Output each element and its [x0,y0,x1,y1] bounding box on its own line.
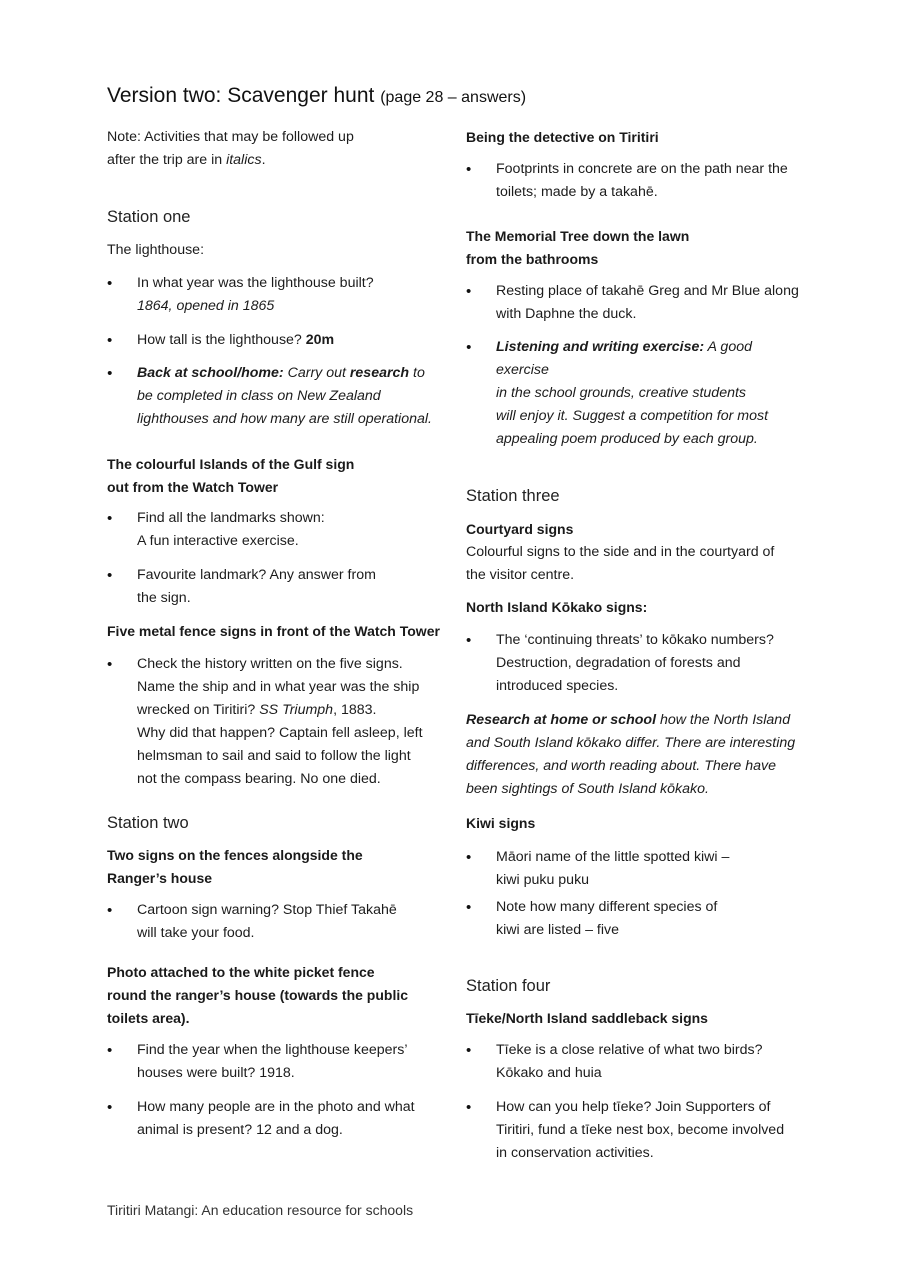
lead: Research at home or school [466,712,657,728]
text: appealing poem produced by each group. [496,431,758,447]
text: The ‘continuing threats’ to kōkako numbers? [496,632,774,648]
text: Māori name of the little spotted kiwi – [496,849,730,865]
list-item [466,896,806,942]
text: Kōkako and huia [496,1065,602,1081]
text: be completed in class on New Zealand [137,388,381,404]
ranger-list [107,899,447,945]
kiwi-heading: Kiwi signs [466,815,536,831]
heading-line: Photo attached to the white picket fence [107,964,375,980]
text: Find all the landmarks shown: [137,510,325,526]
text: Cartoon sign warning? Stop Thief Takahē [137,902,397,918]
photo-heading [107,961,447,1030]
lead: Back at school/home: [137,365,284,381]
list-item [466,629,806,698]
text: to [409,365,425,381]
text: will take your food. [137,925,255,941]
text: How can you help tīeke? Join Supporters of [496,1099,771,1115]
list-item [466,280,806,326]
list-item [107,362,447,431]
kokako-heading: North Island Kōkako signs: [466,599,648,615]
text: Why did that happen? Captain fell asleep, left [137,725,423,741]
list-item [466,846,806,892]
list-item [107,329,447,352]
text: in conservation activities. [496,1145,654,1161]
text: kiwi puku puku [496,872,590,888]
list-item [107,507,447,553]
text: not the compass bearing. No one died. [137,771,381,787]
text: Tiritiri, fund a tīeke nest box, become involved [496,1122,785,1138]
kiwi-list [466,846,806,942]
heading-line: from the bathrooms [466,251,599,267]
courtyard-heading: Courtyard signs [466,521,574,537]
detective-list [466,158,806,204]
text: will enjoy it. Suggest a competition for most [496,408,769,424]
list-item [107,1096,447,1142]
lighthouse-label: The lighthouse: [107,242,205,258]
photo-list [107,1039,447,1142]
text: Colourful signs to the side and in the courtyard of [466,544,775,560]
text: Check the history written on the five signs. [137,656,403,672]
page-footer: Tiritiri Matangi: An education resource for schools [107,1202,414,1218]
list-item [107,272,447,318]
gulf-sign-heading [107,453,447,499]
heading-line: Two signs on the fences alongside the [107,847,363,863]
page-title [107,82,526,112]
note-end: . [261,152,266,168]
heading-line: The colourful Islands of the Gulf sign [107,456,355,472]
list-item [107,564,447,610]
text: Note how many different species of [496,899,718,915]
text: and South Island kōkako differ. There are interesting [466,735,796,751]
text: Carry out [283,365,350,381]
text: Name the ship and in what year was the ship [137,679,420,695]
ship-name: SS Triumph [259,702,334,718]
lighthouse-list [107,272,447,431]
text: introduced species. [496,678,619,694]
note-line-1: Note: Activities that may be followed up [107,129,354,145]
note-line-2: after the trip are in [107,152,227,168]
text: Destruction, degradation of forests and [496,655,741,671]
text: Find the year when the lighthouse keepers’ [137,1042,408,1058]
station-one-heading: Station one [107,208,191,226]
text: Resting place of takahē Greg and Mr Blue along [496,283,799,299]
heading-line: The Memorial Tree down the lawn [466,228,690,244]
text: Favourite landmark? Any answer from [137,567,376,583]
tieke-list [466,1039,806,1165]
heading-line: Ranger’s house [107,870,213,886]
lead: Listening and writing exercise: [496,339,705,355]
right-column [466,126,806,1165]
text: with Daphne the duck. [496,306,637,322]
text-bold: research [349,365,410,381]
research-paragraph [466,709,806,801]
memorial-list [466,280,806,451]
list-item [466,1039,806,1085]
text: houses were built? 1918. [137,1065,295,1081]
list-item [107,653,447,791]
text: Tīeke is a close relative of what two birds? [496,1042,763,1058]
text: the visitor centre. [466,567,575,583]
title-main: Version two: Scavenger hunt [107,84,375,107]
list-item [466,1096,806,1165]
text: Footprints in concrete are on the path near the [496,161,788,177]
station-two-heading: Station two [107,814,189,832]
left-column [107,126,447,1142]
station-four-heading: Station four [466,977,551,995]
heading-line: out from the Watch Tower [107,479,279,495]
station-three-heading: Station three [466,487,560,505]
memorial-heading [466,225,806,271]
text: the sign. [137,590,191,606]
gulf-list [107,507,447,610]
text: helmsman to sail and said to follow the light [137,748,411,764]
note-italic: italics [226,152,262,168]
fence-list [107,653,447,791]
text: wrecked on Tiritiri? [137,702,260,718]
text: lighthouses and how many are still operational. [137,411,432,427]
ranger-signs-heading [107,844,447,890]
answer: 1864, opened in 1865 [137,298,275,314]
list-item [466,158,806,204]
text: how the North Island [656,712,791,728]
answer: 20m [305,332,335,348]
list-item [107,1039,447,1085]
question: How tall is the lighthouse? [137,332,306,348]
tieke-heading: Tīeke/North Island saddleback signs [466,1010,708,1026]
text: differences, and worth reading about. There have [466,758,776,774]
text: How many people are in the photo and what [137,1099,415,1115]
list-item [466,336,806,451]
kokako-list [466,629,806,698]
note [107,126,447,172]
text: kiwi are listed – five [496,922,620,938]
text: been sightings of South Island kōkako. [466,781,709,797]
heading-line: round the ranger’s house (towards the public [107,987,409,1003]
text: A good exercise [496,339,752,378]
fence-signs-heading: Five metal fence signs in front of the Watch Tower [107,623,440,639]
text: in the school grounds, creative students [496,385,747,401]
list-item [107,899,447,945]
text: toilets; made by a takahē. [496,184,658,200]
title-sub: (page 28 – answers) [380,89,527,106]
detective-heading: Being the detective on Tiritiri [466,129,659,145]
heading-line: toilets area). [107,1010,190,1026]
text: A fun interactive exercise. [137,533,299,549]
text: , 1883. [333,702,377,718]
text: animal is present? 12 and a dog. [137,1122,343,1138]
question: In what year was the lighthouse built? [137,275,374,291]
courtyard-text [466,541,806,587]
